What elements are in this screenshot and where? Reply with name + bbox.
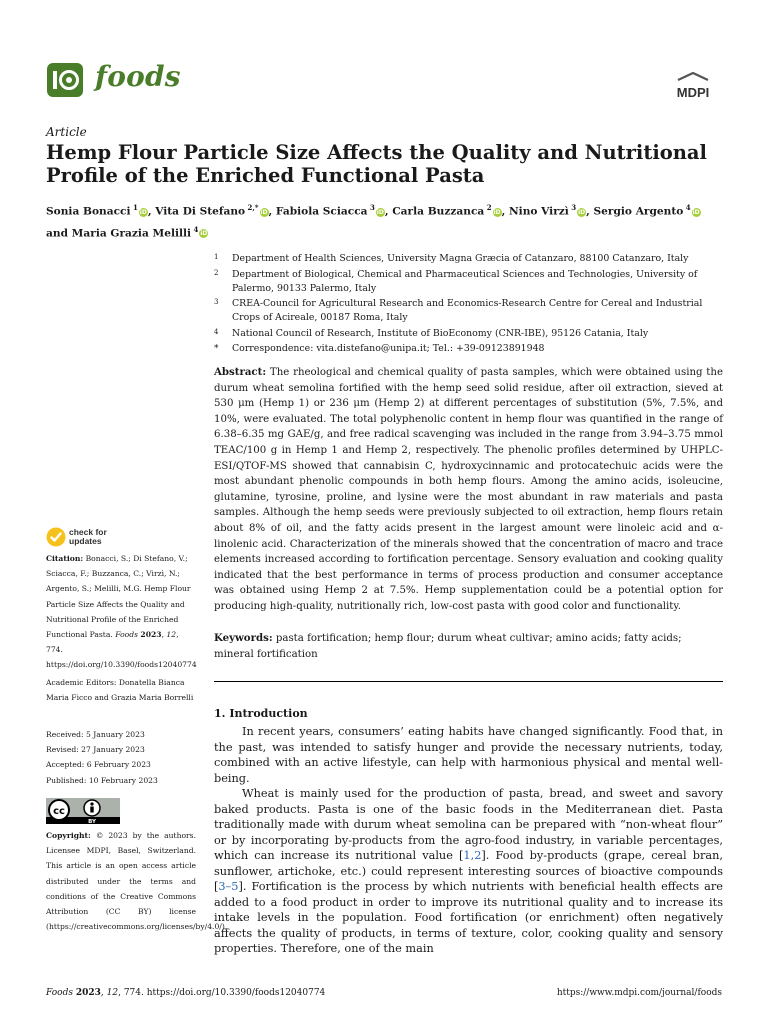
check-updates-line1: check for xyxy=(69,527,107,537)
intro-paragraph-2 xyxy=(214,786,723,957)
date-published: Published: 10 February 2023 xyxy=(46,775,158,785)
footer-volume: 12 xyxy=(106,988,119,998)
abstract xyxy=(214,365,723,615)
orcid-icon[interactable]: iD xyxy=(578,208,586,216)
abstract-label: Abstract: xyxy=(214,366,267,378)
check-updates-line2: updates xyxy=(69,536,102,546)
copyright-notice xyxy=(46,828,228,934)
affiliation-item xyxy=(214,252,724,266)
publication-dates xyxy=(46,727,194,788)
citation-block: Citation: Bonacci, S.; Di Stefano, V.; Sciacca, F.; Buzzanca, C.; Virzì, N.; Argento, S.; Melilli, M.G. Hemp Flour Particle Size Affects the Quality and Nutritional Profile of the Enriched Functional Pasta. Foods 2023, 12, 774. https://doi.org/10.3390/foods12040774 xyxy=(46,554,197,670)
affiliation-item xyxy=(214,268,724,296)
footer-journal: Foods xyxy=(46,988,73,998)
paper-title: Hemp Flour Particle Size Affects the Quality and Nutritional Profile of the Enriched Functional Pasta xyxy=(46,141,707,187)
affiliation-number: 2 xyxy=(214,268,219,277)
footer-doi[interactable]: , 774. https://doi.org/10.3390/foods12040774 xyxy=(118,988,326,998)
affiliation-number: 4 xyxy=(214,327,219,336)
orcid-icon[interactable]: iD xyxy=(139,208,147,216)
affiliation-text: National Council of Research, Institute of BioEconomy (CNR-IBE), 95126 Catania, Italy xyxy=(232,327,649,339)
affiliation-text: Department of Biological, Chemical and Pharmaceutical Sciences and Technologies, University of Palermo, 90133 Palermo, Italy xyxy=(232,268,698,294)
orcid-icon[interactable]: iD xyxy=(493,208,501,216)
citation-volume: 12 xyxy=(166,630,177,640)
citation-link[interactable]: 3–5 xyxy=(218,880,239,893)
introduction-body xyxy=(214,724,723,957)
author-name: Fabiola Sciacca xyxy=(275,205,368,218)
section-heading: 1. Introduction xyxy=(214,707,308,720)
author-name: Vita Di Stefano xyxy=(155,205,246,218)
author-affiliation-sup: 4 xyxy=(191,224,199,234)
intro-text: ]. Food by-products (grape, cereal bran, sunflower, artichoke, etc.) could represent interesting sources of bioactive compounds [ xyxy=(214,849,723,893)
affiliations xyxy=(214,252,724,358)
svg-text:cc: cc xyxy=(53,806,65,817)
orcid-icon[interactable]: iD xyxy=(260,208,268,216)
citation-text: Bonacci, S.; Di Stefano, V.; Sciacca, F.; Buzzanca, C.; Virzì, N.; Argento, S.; Melilli, M.G. Hemp Flour Particle Size Affects the Quality and Nutritional Profile of the Enriched Functional Pasta. xyxy=(46,554,191,640)
author-name: Sergio Argento xyxy=(593,205,684,218)
author-affiliation-sup: 2,* xyxy=(245,203,259,212)
foods-logo-icon xyxy=(46,62,84,98)
author-affiliation-sup: 3 xyxy=(367,203,375,212)
citation-link[interactable]: 1,2 xyxy=(463,849,482,862)
cc-by-license-icon[interactable] xyxy=(46,798,120,824)
copyright-text: © 2023 by the authors. Licensee MDPI, Basel, Switzerland. This article is an open access article distributed under the terms and conditions of the Creative Commons Attribution (CC BY) license (https://creativecommons.org/licenses/by/4.0/). xyxy=(46,831,228,932)
date-received: Received: 5 January 2023 xyxy=(46,730,145,739)
citation-doi[interactable]: , 774. https://doi.org/10.3390/foods12040774 xyxy=(46,630,197,670)
footer-year: 2023 xyxy=(75,988,101,998)
author-name: Nino Virzì xyxy=(508,205,569,218)
article-type: Article xyxy=(46,125,87,139)
intro-paragraph-1: In recent years, consumers’ eating habits have changed significantly. Food that, in the past, was intended to satisfy hunger and provide the necessary nutrients, today, combined with an active lifestyle, can help with harmonious physical and mental well-being. xyxy=(214,725,723,785)
mdpi-label: MDPI xyxy=(676,85,710,100)
orcid-icon[interactable]: iD xyxy=(376,208,384,216)
affiliation-number: 3 xyxy=(214,298,219,306)
author-affiliation-sup: 1 xyxy=(130,203,138,212)
mdpi-logo-icon xyxy=(668,72,718,100)
author-affiliation-sup: 3 xyxy=(568,203,577,212)
orcid-icon[interactable]: iD xyxy=(200,230,208,238)
affiliation-item xyxy=(214,297,724,325)
journal-name: foods xyxy=(95,60,181,93)
author-name: and Maria Grazia Melilli xyxy=(46,227,192,240)
author-list: Sonia Bonacci $^1$iD, Vita Di Stefano $^{2,*}$iD, Fabiola Sciacca $^3$iD, Carla Buzzanca $^2$iD, Nino Virzì $^3$iD, Sergio Argento $^4$iD and Maria Grazia Melilli $^4$iD xyxy=(46,203,700,240)
affiliation-text: CREA-Council for Agricultural Research and Economics-Research Centre for Cereal and Industrial Crops of Acireale, 00187 Roma, Italy xyxy=(232,298,703,323)
footer-citation: Foods 2023, 12, 774. https://doi.org/10.3390/foods12040774 xyxy=(46,988,326,998)
intro-text: Wheat is mainly used for the production of pasta, bread, and sweet and savory baked products. Pasta is one of the basic foods in the Mediterranean diet. Pasta traditionally made with durum wheat semolina can be prepared with “non-wheat flour” or by incorporating by-products from the agro-food industry, in variable percentages, which can increase its nutritional value [ xyxy=(214,787,723,862)
check-updates-icon xyxy=(46,527,66,547)
citation-year: 2023 xyxy=(140,630,162,640)
academic-editors: Academic Editors: Donatella Bianca Maria Ficco and Grazia Maria Borrelli xyxy=(46,678,194,703)
author-affiliation-sup: 4 xyxy=(683,203,691,212)
footer-journal-url[interactable]: https://www.mdpi.com/journal/foods xyxy=(556,988,722,998)
affiliation-text: Department of Health Sciences, University Magna Græcia of Catanzaro, 88100 Catanzaro, Italy xyxy=(232,253,689,264)
citation-label: Citation: xyxy=(46,554,84,563)
citation-journal: Foods xyxy=(115,630,138,640)
affiliation-item xyxy=(214,342,724,356)
keywords-text: pasta fortification; hemp flour; durum wheat cultivar; amino acids; fatty acids; mineral fortification xyxy=(214,633,682,660)
affiliation-text: Correspondence: vita.distefano@unipa.it; Tel.: +39-09123891948 xyxy=(232,343,545,354)
keywords-label: Keywords: xyxy=(214,632,273,644)
date-revised: Revised: 27 January 2023 xyxy=(46,745,145,755)
affiliation-item xyxy=(214,327,724,341)
copyright-label: Copyright: xyxy=(46,831,91,840)
divider xyxy=(214,681,723,682)
intro-text: ]. Fortification is the process by which nutrients with beneficial health effects are added to a food product in order to improve its nutritional quality and to increase its intake levels in the population. Food fortification (or enrichment) often negatively affects the quality of products, in terms of texture, color, cooking quality and sensory properties. Therefore, one of the main xyxy=(214,880,723,955)
date-accepted: Accepted: 6 February 2023 xyxy=(46,760,151,770)
author-name: Carla Buzzanca xyxy=(392,205,485,218)
abstract-text: The rheological and chemical quality of pasta samples, which were obtained using the durum wheat semolina fortified with the hemp seed solid residue, after oil extraction, sieved at 530 μm (Hemp 1) or 236 μm (Hemp 2) at different percentages of substitution (5%, 7.5%, and 10%, were evaluated. The total polyphenolic content in hemp flour was quantified in the range of 6.38–6.35 mg GAE/g, and free radical scavenging was included in the range from 3.94–3.75 mmol TEAC/100 g in Hemp 1 and Hemp 2, respectively. The phenolic profiles determined by UHPLC-ESI/QTOF-MS showed that cannabisin C, hydroxycinnamic and protocatechuic acids were the most abundant phenolic compounds in both hemp flours. Among the amino acids, isoleucine, glutamine, tyrosine, proline, and lysine were the most abundant in raw materials and pasta samples. Although the hemp seeds were previously subjected to oil extraction, hemp flours retain about 8% of oil, and the fatty acids present in the largest amount were linoleic acid and α-linolenic acid. Characterization of the minerals showed that the concentration of macro and trace elements increased according to fortification percentage. Sensory evaluation and cooking quality indicated that the best performance in terms of process production and consumer acceptance was obtained using Hemp 2 at 7.5%. Hemp supplementation could be a potential option for producing high-quality, nutritionally rich, low-cost pasta with good color and functionality. xyxy=(214,367,723,612)
author-affiliation-sup: 2 xyxy=(484,203,492,212)
affiliation-number: 1 xyxy=(214,253,219,261)
keywords xyxy=(214,631,723,662)
cc-by-label: BY xyxy=(88,819,96,824)
check-for-updates-button[interactable] xyxy=(46,527,126,549)
affiliation-number: * xyxy=(214,344,219,354)
author-name: Sonia Bonacci xyxy=(46,205,131,218)
orcid-icon[interactable]: iD xyxy=(692,208,700,216)
